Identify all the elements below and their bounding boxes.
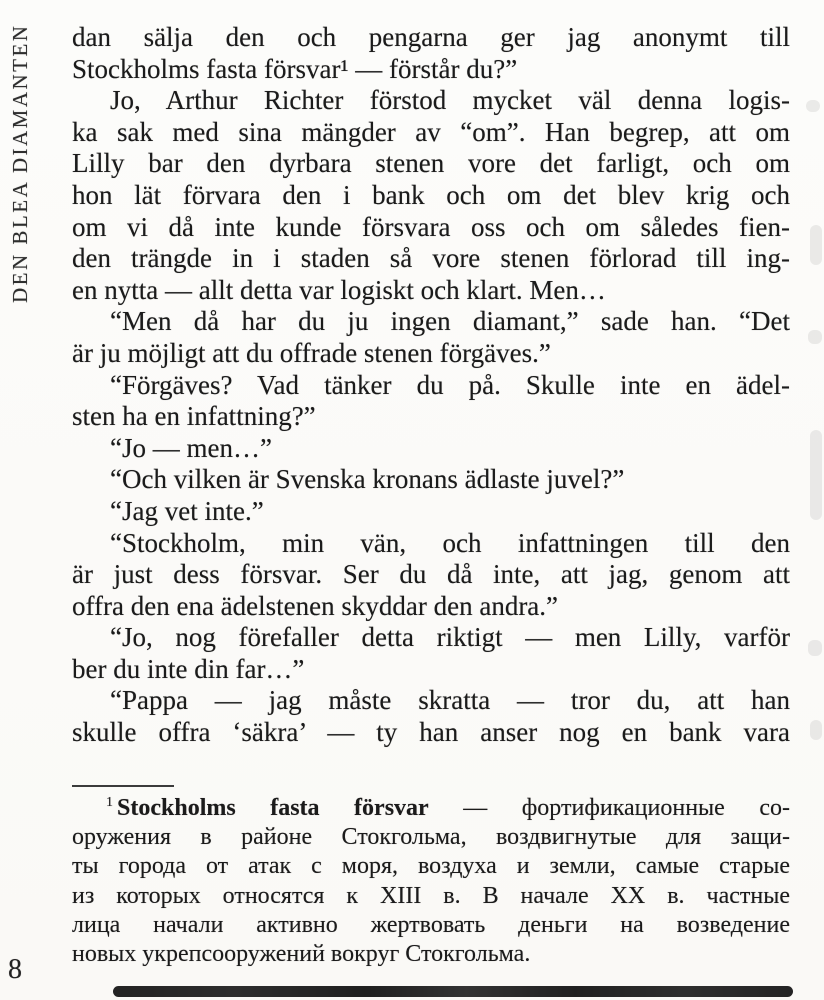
running-title: DEN BLEA DIAMANTEN <box>8 23 32 303</box>
text-line: “Jo, nog förefaller detta riktigt — men Lilly, varför <box>110 622 790 653</box>
text-line: om vi då inte kunde försvara oss och om således fien- <box>72 211 790 242</box>
text-line: “Pappa — jag måste skratta — tror du, att han <box>110 685 790 716</box>
text-line: “Stockholm, min vän, och infattningen till den <box>110 527 790 558</box>
footnote-marker: 1 <box>106 795 117 810</box>
bottom-scan-bar <box>113 986 793 997</box>
footnote-separator <box>72 785 174 787</box>
text-line: är just dess försvar. Ser du då inte, att jag, genom att <box>72 559 790 590</box>
footnote-line: из которых относятся к XIII в. В начале XX в. частные <box>72 882 790 909</box>
footnote-line: ты города от атак с моря, воздуха и земли, самые старые <box>72 853 790 880</box>
text-line: “Och vilken är Svenska kronans ädlaste juvel?” <box>110 464 625 495</box>
text-line: Jo, Arthur Richter förstod mycket väl denna logis- <box>110 85 790 116</box>
text-line: “Men då har du ju ingen diamant,” sade han. “Det <box>110 306 790 337</box>
footnote-text <box>72 794 790 969</box>
text-line: offra den ena ädelstenen skyddar den andra.” <box>72 590 559 621</box>
footnote-term: Stockholms fasta försvar <box>117 795 429 821</box>
footnote-line: новых укрепсооружений вокруг Стокгольма. <box>72 940 531 967</box>
body-text <box>72 22 790 749</box>
scan-artifact <box>808 640 822 656</box>
page-number: 8 <box>8 954 22 985</box>
text-line: hon lät förvara den i bank och om det blev krig och <box>72 179 790 210</box>
footnote-body-text: — фортификационные со- <box>428 795 790 821</box>
text-line: “Jo — men…” <box>110 432 272 463</box>
text-line: en nytta — allt detta var logiskt och klart. Men… <box>72 274 606 305</box>
text-line: “Förgäves? Vad tänker du på. Skulle inte en ädel- <box>110 369 790 400</box>
footnote-line <box>72 794 790 823</box>
text-line: ka sak med sina mängder av “om”. Han begrep, att om <box>72 116 790 147</box>
scan-artifact <box>810 430 822 520</box>
text-line: dan sälja den och pengarna ger jag anonymt till <box>72 22 790 52</box>
text-line: Stockholms fasta försvar¹ — förstår du?” <box>72 53 518 84</box>
scan-artifact <box>810 225 822 265</box>
text-line: ber du inte din far…” <box>72 653 305 684</box>
text-line: är ju möjligt att du offrade stenen förgäves.” <box>72 337 551 368</box>
text-line: Lilly bar den dyrbara stenen vore det farligt, och om <box>72 148 790 179</box>
scan-artifact <box>806 100 820 112</box>
text-line: den trängde in i staden så vore stenen förlorad till ing- <box>72 243 790 274</box>
text-line: “Jag vet inte.” <box>110 495 264 526</box>
scan-artifact <box>808 330 822 344</box>
text-line: sten ha en infattning?” <box>72 401 316 432</box>
text-line: skulle offra ‘säkra’ — ty han anser nog en bank vara <box>72 717 790 748</box>
footnote-line: лица начали активно жертвовать деньги на возведение <box>72 911 790 938</box>
footnote-line: оружения в районе Стокгольма, воздвигнутые для защи- <box>72 824 790 851</box>
scan-artifact <box>810 720 822 740</box>
